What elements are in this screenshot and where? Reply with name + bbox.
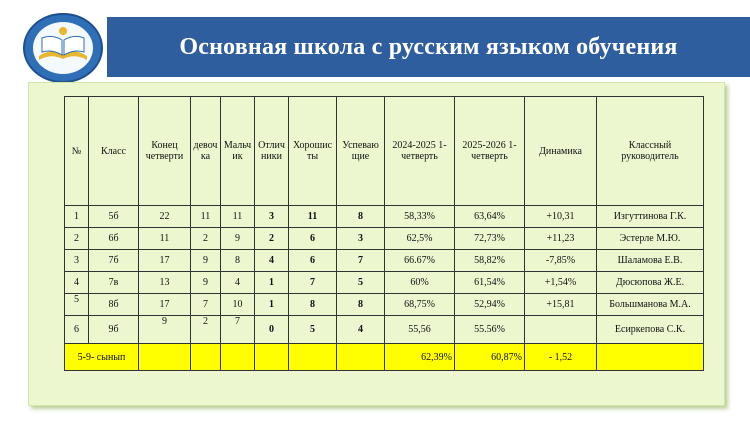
- cell-2025: 55.56%: [455, 316, 525, 344]
- table-row: [65, 272, 704, 294]
- cell-dynamics: +11,23: [525, 228, 597, 250]
- cell-girls: 2: [191, 316, 221, 344]
- cell-class: 7в: [89, 272, 139, 294]
- cell-boys: 4: [221, 272, 255, 294]
- cell-no: 5: [65, 294, 89, 316]
- cell-2025: 61,54%: [455, 272, 525, 294]
- cell-passing: 8: [337, 206, 385, 228]
- cell-2024: 66.67%: [385, 250, 455, 272]
- cell-dynamics: +10,31: [525, 206, 597, 228]
- cell-passing: 8: [337, 294, 385, 316]
- cell-good: 11: [289, 206, 337, 228]
- page-title: Основная школа с русским языком обучения: [107, 17, 750, 77]
- cell-excellent: 2: [255, 228, 289, 250]
- cell-2024: 68,75%: [385, 294, 455, 316]
- cell-boys: 10: [221, 294, 255, 316]
- total-cell: [289, 344, 337, 371]
- total-dynamics: - 1,52: [525, 344, 597, 371]
- cell-girls: 9: [191, 272, 221, 294]
- cell-girls: 11: [191, 206, 221, 228]
- cell-excellent: 0: [255, 316, 289, 344]
- header-excellent: Отлич ники: [255, 97, 289, 206]
- cell-passing: 5: [337, 272, 385, 294]
- total-2024: 62,39%: [385, 344, 455, 371]
- cell-passing: 3: [337, 228, 385, 250]
- header-teacher: Классный руководитель: [597, 97, 704, 206]
- cell-teacher: Есиркепова С.К.: [597, 316, 704, 344]
- cell-2024: 58,33%: [385, 206, 455, 228]
- header-2025-2026: 2025-2026 1-четверть: [455, 97, 525, 206]
- cell-class: 6б: [89, 228, 139, 250]
- cell-boys: 7: [221, 316, 255, 344]
- header-girls: девоч ка: [191, 97, 221, 206]
- header-2024-2025: 2024-2025 1-четверть: [385, 97, 455, 206]
- cell-no: 3: [65, 250, 89, 272]
- cell-end: 17: [139, 250, 191, 272]
- cell-boys: 8: [221, 250, 255, 272]
- cell-2024: 55,56: [385, 316, 455, 344]
- total-cell: [191, 344, 221, 371]
- cell-2024: 62,5%: [385, 228, 455, 250]
- header-end-quarter: Конец четверти: [139, 97, 191, 206]
- header-good: Хорошис ты: [289, 97, 337, 206]
- cell-excellent: 4: [255, 250, 289, 272]
- header-passing: Успеваю щие: [337, 97, 385, 206]
- cell-2025: 63,64%: [455, 206, 525, 228]
- total-cell: [597, 344, 704, 371]
- table-header-row: [65, 97, 704, 206]
- cell-excellent: 3: [255, 206, 289, 228]
- total-label: 5-9- сынып: [65, 344, 139, 371]
- cell-dynamics: +15,81: [525, 294, 597, 316]
- cell-no: 1: [65, 206, 89, 228]
- cell-dynamics: +1,54%: [525, 272, 597, 294]
- school-logo: [22, 12, 104, 84]
- cell-end: 22: [139, 206, 191, 228]
- cell-end: 13: [139, 272, 191, 294]
- cell-good: 5: [289, 316, 337, 344]
- cell-teacher: Изгуттинова Г.К.: [597, 206, 704, 228]
- header-no: №: [65, 97, 89, 206]
- total-cell: [337, 344, 385, 371]
- cell-boys: 11: [221, 206, 255, 228]
- cell-class: 7б: [89, 250, 139, 272]
- cell-teacher: Дюсюпова Ж.Е.: [597, 272, 704, 294]
- cell-class: 9б: [89, 316, 139, 344]
- header-class: Класс: [89, 97, 139, 206]
- cell-class: 5б: [89, 206, 139, 228]
- cell-good: 6: [289, 250, 337, 272]
- results-table: [64, 96, 704, 371]
- cell-girls: 7: [191, 294, 221, 316]
- cell-no: 2: [65, 228, 89, 250]
- cell-teacher: Шаламова Е.В.: [597, 250, 704, 272]
- table-row: [65, 250, 704, 272]
- cell-teacher: Большманова М.А.: [597, 294, 704, 316]
- total-row: [65, 344, 704, 371]
- header-boys: Мальч ик: [221, 97, 255, 206]
- total-cell: [139, 344, 191, 371]
- cell-girls: 2: [191, 228, 221, 250]
- cell-class: 8б: [89, 294, 139, 316]
- cell-good: 8: [289, 294, 337, 316]
- cell-girls: 9: [191, 250, 221, 272]
- cell-no: 6: [65, 316, 89, 344]
- total-cell: [255, 344, 289, 371]
- cell-excellent: 1: [255, 294, 289, 316]
- cell-2025: 72,73%: [455, 228, 525, 250]
- cell-teacher: Эстерле М.Ю.: [597, 228, 704, 250]
- cell-2024: 60%: [385, 272, 455, 294]
- header-dynamics: Динамика: [525, 97, 597, 206]
- cell-good: 6: [289, 228, 337, 250]
- cell-end: 17: [139, 294, 191, 316]
- cell-2025: 58,82%: [455, 250, 525, 272]
- cell-no: 4: [65, 272, 89, 294]
- cell-passing: 7: [337, 250, 385, 272]
- cell-dynamics: [525, 316, 597, 344]
- cell-good: 7: [289, 272, 337, 294]
- cell-end: 9: [139, 316, 191, 344]
- cell-2025: 52,94%: [455, 294, 525, 316]
- table-row: [65, 316, 704, 344]
- table-row: [65, 294, 704, 316]
- cell-passing: 4: [337, 316, 385, 344]
- total-2025: 60,87%: [455, 344, 525, 371]
- table-row: [65, 206, 704, 228]
- cell-excellent: 1: [255, 272, 289, 294]
- cell-dynamics: -7,85%: [525, 250, 597, 272]
- cell-end: 11: [139, 228, 191, 250]
- cell-boys: 9: [221, 228, 255, 250]
- table-row: [65, 228, 704, 250]
- total-cell: [221, 344, 255, 371]
